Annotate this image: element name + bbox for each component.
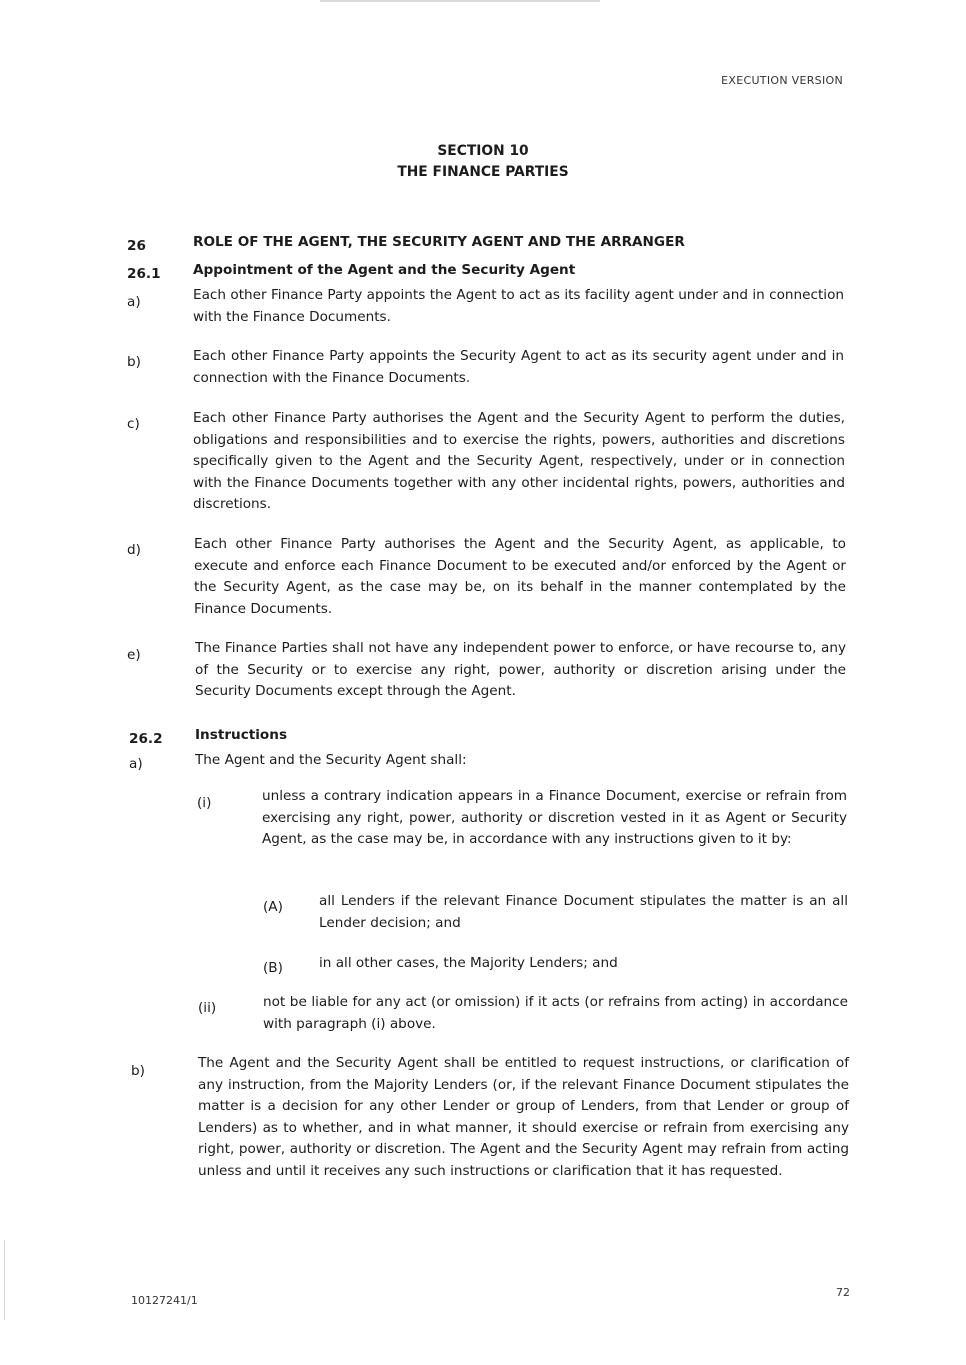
subclause-26-2-number: 26.2 — [129, 731, 163, 747]
item-26-2-a-ii-label: (ii) — [198, 1000, 217, 1016]
item-26-2-b-label: b) — [131, 1063, 145, 1079]
item-26-1-e-label: e) — [127, 647, 141, 663]
subclause-26-2-title: Instructions — [195, 727, 288, 743]
item-26-1-d-text: Each other Finance Party authorises the Agent and the Security Agent, as applicable, to execute and enforce each Finance Document to be executed and/or enforced by the Agent or the Security Agent, as the case may be, on its behalf in the manner contemplated by the Finance Documents. — [194, 536, 846, 617]
item-26-2-a-i-label: (i) — [197, 795, 212, 811]
item-26-2-a-i-A-text: all Lenders if the relevant Finance Document stipulates the matter is an all Lender decision; and — [319, 893, 848, 931]
page-number: 72 — [836, 1286, 850, 1299]
item-26-1-e-text: The Finance Parties shall not have any independent power to enforce, or have recourse to, any of the Security or to exercise any right, power, authority or discretion arising under the Security Documents except through the Agent. — [195, 640, 846, 699]
item-26-1-c-text: Each other Finance Party authorises the Agent and the Security Agent to perform the duties, obligations and responsibilities and to exercise the rights, powers, authorities and discretions specifically given to the Agent and the Security Agent, respectively, under or in connection with the Finance Documents together with any other incidental rights, powers, authorities and discretions. — [193, 410, 845, 512]
item-26-2-a-i-text: unless a contrary indication appears in a Finance Document, exercise or refrain from exercising any right, power, authority or discretion vested in it as Agent or Security Agent, as the case may be, in accordance with any instructions given to it by: — [262, 788, 847, 847]
section-subtitle: THE FINANCE PARTIES — [397, 164, 569, 180]
document-reference: 10127241/1 — [131, 1294, 198, 1307]
scan-edge-mark-top — [320, 0, 600, 2]
item-26-2-a-i-A-label: (A) — [263, 899, 283, 915]
subclause-26-1-title: Appointment of the Agent and the Security Agent — [193, 262, 576, 278]
subclause-26-1-number: 26.1 — [127, 266, 161, 282]
item-26-1-a-label: a) — [127, 294, 141, 310]
item-26-2-a-i-B-text: in all other cases, the Majority Lenders; and — [319, 955, 618, 971]
execution-version-tag: EXECUTION VERSION — [721, 74, 843, 87]
item-26-1-c-label: c) — [127, 416, 140, 432]
item-26-1-b-text: Each other Finance Party appoints the Security Agent to act as its security agent under and in connection with the Finance Documents. — [193, 348, 844, 386]
scan-edge-mark-left — [4, 1240, 5, 1320]
item-26-2-a-i-B-label: (B) — [263, 960, 283, 976]
item-26-2-a-text: The Agent and the Security Agent shall: — [195, 752, 467, 768]
item-26-1-b-label: b) — [127, 354, 141, 370]
item-26-2-b-text: The Agent and the Security Agent shall be entitled to request instructions, or clarification of any instruction, from the Majority Lenders (or, if the relevant Finance Document stipulates the matter is a decision for any other Lender or group of Lenders, from that Lender or group of Lenders) as to whether, and in what manner, it should exercise or refrain from exercising any right, power, authority or discretion. The Agent and the Security Agent may refrain from acting unless and until it receives any such instructions or clarification that it has requested. — [198, 1055, 849, 1179]
item-26-2-a-ii-text: not be liable for any act (or omission) if it acts (or refrains from acting) in accordance with paragraph (i) above. — [263, 994, 848, 1032]
item-26-1-d-label: d) — [127, 542, 141, 558]
clause-title: ROLE OF THE AGENT, THE SECURITY AGENT AND THE ARRANGER — [193, 234, 685, 250]
item-26-1-a-text: Each other Finance Party appoints the Agent to act as its facility agent under and in connection with the Finance Documents. — [193, 287, 844, 325]
clause-number: 26 — [127, 238, 146, 254]
section-title: SECTION 10 — [437, 143, 529, 159]
item-26-2-a-label: a) — [129, 756, 143, 772]
